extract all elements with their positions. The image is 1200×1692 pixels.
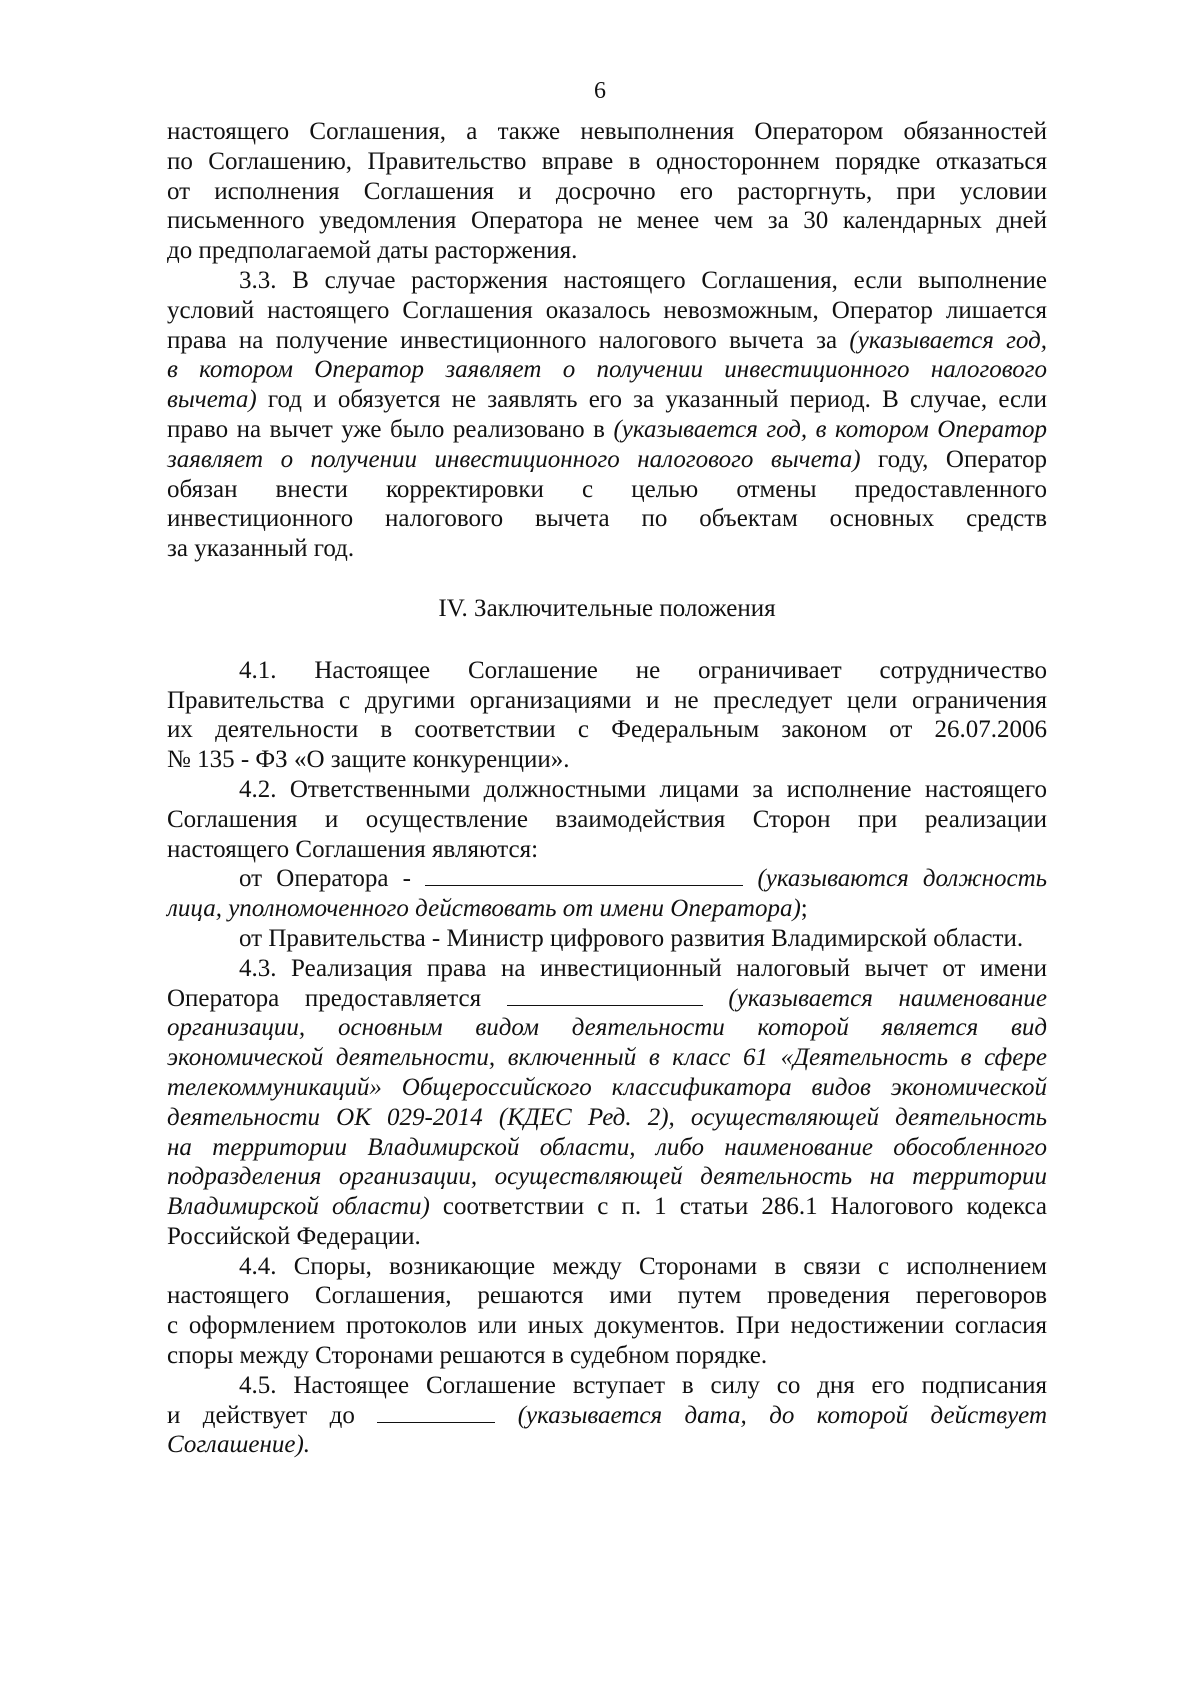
- italic-note: вычета): [167, 386, 257, 414]
- text-line: до предполагаемой даты расторжения.: [167, 237, 578, 265]
- clause-4-5-line: 4.5. Настоящее Соглашение вступает в силу со дня его подписания: [239, 1371, 1047, 1399]
- text-line: инвестиционного налогового вычета по объектам основных средств: [167, 505, 1047, 533]
- text-line: их деятельности в соответствии с Федеральным законом от 26.07.2006: [167, 716, 1047, 744]
- italic-note: деятельности ОК 029-2014 (КДЕС Ред. 2), осуществляющей деятельность: [167, 1103, 1047, 1131]
- italic-note: (указывается год,: [849, 326, 1048, 354]
- text-span: год и обязуется не заявлять его за указанный период. В случае, если: [256, 386, 1047, 414]
- fill-in-blank: [507, 985, 703, 1006]
- clause-4-2-line: 4.2. Ответственными должностными лицами за исполнение настоящего: [239, 775, 1047, 803]
- text-line: по Соглашению, Правительство вправе в одностороннем порядке отказаться: [167, 147, 1047, 175]
- italic-note: (указываются должность: [757, 865, 1048, 893]
- text-line: Правительства с другими организациями и не преследует цели ограничения: [167, 686, 1047, 714]
- text-line: от Правительства - Министр цифрового развития Владимирской области.: [239, 924, 1024, 952]
- italic-note: заявляет о получении инвестиционного налогового вычета): [167, 445, 861, 473]
- italic-note: (указывается наименование: [728, 984, 1048, 1012]
- document-body: [167, 117, 1047, 1460]
- text-line: [167, 415, 1047, 445]
- italic-note: лица, уполномоченного действовать от имени Оператора): [167, 895, 801, 923]
- text-span: права на получение инвестиционного налогового вычета за: [167, 326, 850, 354]
- text-line: за указанный год.: [167, 535, 355, 563]
- text-span: году, Оператор: [860, 445, 1047, 473]
- text-line: [167, 326, 1047, 356]
- italic-note: Соглашение).: [167, 1431, 311, 1459]
- text-line: [167, 1430, 1047, 1460]
- text-span: соответствии с п. 1 статьи 286.1 Налогового кодекса: [429, 1193, 1047, 1221]
- italic-note: организации, основным видом деятельности которой является вид: [167, 1014, 1047, 1042]
- clause-4-1-line: 4.1. Настоящее Соглашение не ограничивает сотрудничество: [239, 656, 1047, 684]
- text-line: [167, 1162, 1047, 1192]
- text-line: споры между Сторонами решаются в судебном порядке.: [167, 1342, 768, 1370]
- text-line: настоящего Соглашения, а также невыполнения Оператором обязанностей: [167, 118, 1047, 145]
- text-line: [167, 1401, 1047, 1431]
- italic-note: Владимирской области): [167, 1193, 430, 1221]
- text-line: [167, 1133, 1047, 1163]
- spacer: [167, 624, 1047, 656]
- clause-4-3-line: 4.3. Реализация права на инвестиционный налоговый вычет от имени: [239, 954, 1047, 982]
- italic-note: (указывается дата, до которой действует: [517, 1401, 1047, 1429]
- text-span: и действует до: [167, 1401, 378, 1429]
- fill-in-blank: [425, 865, 743, 886]
- text-line: [167, 1192, 1047, 1222]
- text-line: обязан внести корректировки с целью отмены предоставленного: [167, 475, 1047, 503]
- text-span: право на вычет уже было реализовано в: [167, 415, 614, 443]
- text-line: [167, 1013, 1047, 1043]
- text-line: условий настоящего Соглашения оказалось невозможным, Оператор лишается: [167, 296, 1047, 324]
- text-line: настоящего Соглашения являются:: [167, 835, 539, 863]
- italic-note: экономической деятельности, включенный в класс 61 «Деятельность в сфере: [167, 1044, 1047, 1072]
- text-line: письменного уведомления Оператора не менее чем за 30 календарных дней: [167, 207, 1047, 235]
- text-span: от Оператора -: [239, 865, 426, 893]
- text-line: [167, 864, 1047, 894]
- text-line: от исполнения Соглашения и досрочно его расторгнуть, при условии: [167, 177, 1047, 205]
- text-line: с оформлением протоколов или иных документов. При недостижении согласия: [167, 1312, 1047, 1340]
- fill-in-blank: [377, 1402, 495, 1423]
- italic-note: телекоммуникаций» Общероссийского классификатора видов экономической: [167, 1073, 1047, 1101]
- text-span: ;: [800, 895, 808, 923]
- clause-3-3-line: 3.3. В случае расторжения настоящего Соглашения, если выполнение: [239, 266, 1047, 294]
- page-number: 6: [594, 78, 606, 104]
- spacer: [167, 564, 1047, 594]
- italic-note: подразделения организации, осуществляющей деятельность на территории: [167, 1163, 1047, 1191]
- italic-note: в котором Оператор заявляет о получении инвестиционного налогового: [167, 356, 1047, 384]
- italic-note: на территории Владимирской области, либо наименование обособленного: [167, 1133, 1047, 1161]
- text-line: [167, 355, 1047, 385]
- clause-4-4-line: 4.4. Споры, возникающие между Сторонами в связи с исполнением: [239, 1252, 1047, 1280]
- text-span: Оператора предоставляется: [167, 984, 507, 1012]
- text-line: Соглашения и осуществление взаимодействия Сторон при реализации: [167, 805, 1047, 833]
- italic-note: (указывается год, в котором Оператор: [613, 415, 1047, 443]
- section-heading: IV. Заключительные положения: [438, 594, 776, 622]
- text-line: настоящего Соглашения, решаются ими путем проведения переговоров: [167, 1282, 1047, 1310]
- text-line: [167, 894, 1047, 924]
- text-line: № 135 - ФЗ «О защите конкуренции».: [167, 746, 570, 774]
- text-line: [167, 1073, 1047, 1103]
- text-line: [167, 1043, 1047, 1073]
- text-line: [167, 984, 1047, 1014]
- text-line: [167, 385, 1047, 415]
- text-line: [167, 1103, 1047, 1133]
- text-line: Российской Федерации.: [167, 1222, 421, 1250]
- text-line: [167, 445, 1047, 475]
